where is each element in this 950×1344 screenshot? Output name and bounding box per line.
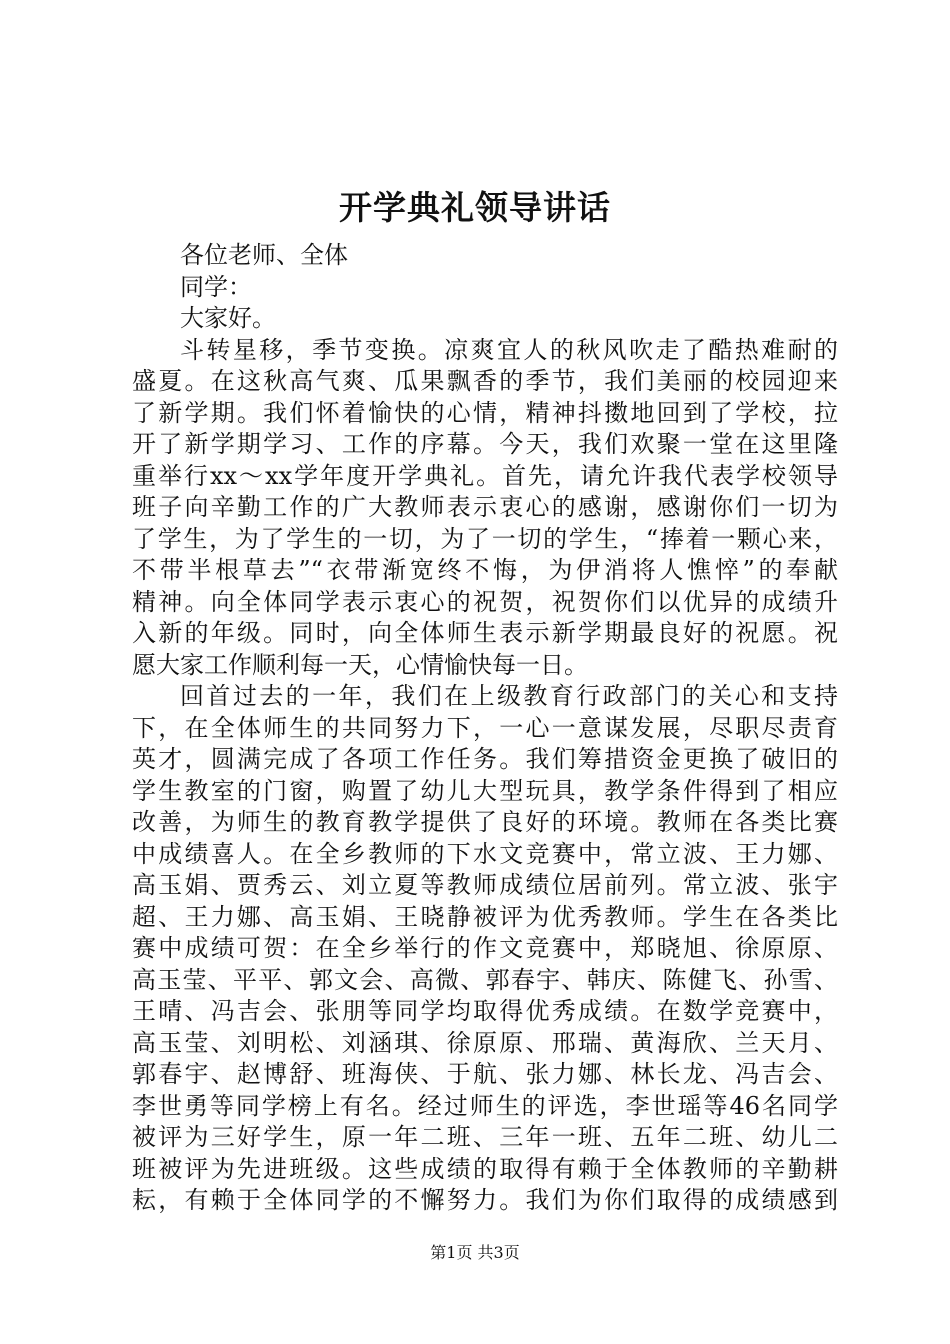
paragraph-line: 改善，为师生的教育教学提供了良好的环境。教师在各类比赛 <box>132 808 838 836</box>
paragraph-line: 了学生，为了学生的一切，为了一切的学生，“捧着一颗心来， <box>132 524 838 553</box>
paragraph-line: 高玉娟、贾秀云、刘立夏等教师成绩位居前列。常立波、张宇 <box>132 871 838 899</box>
paragraph-line: 入新的年级。同时，向全体师生表示新学期最良好的祝愿。祝 <box>132 619 838 647</box>
paragraph-line: 愿大家工作顺利每一天，心情愉快每一日。 <box>132 650 588 679</box>
paragraph-line: 中成绩喜人。在全乡教师的下水文竞赛中，常立波、王力娜、 <box>132 839 838 868</box>
salutation-line: 同学： <box>180 272 252 301</box>
paragraph-line: 被评为三好学生，原一年二班、三年一班、五年二班、幼儿二 <box>132 1123 838 1151</box>
page-number-footer: 第1页 共3页 <box>430 1243 520 1262</box>
paragraph-line: 了新学期。我们怀着愉快的心情，精神抖擞地回到了学校，拉 <box>132 398 838 427</box>
paragraph-line: 学生教室的门窗，购置了幼儿大型玩具，教学条件得到了相应 <box>132 776 838 805</box>
paragraph-line: 下，在全体师生的共同努力下，一心一意谋发展，尽职尽责育 <box>132 713 838 742</box>
paragraph-line: 斗转星移，季节变换。凉爽宜人的秋风吹走了酷热难耐的 <box>180 335 838 364</box>
document-title: 开学典礼领导讲话 <box>339 188 611 227</box>
paragraph-line: 王晴、冯吉会、张朋等同学均取得优秀成绩。在数学竞赛中， <box>132 997 838 1025</box>
paragraph-line: 高玉莹、平平、郭文会、高微、郭春宇、韩庆、陈健飞、孙雪、 <box>132 965 838 994</box>
paragraph-line: 高玉莹、刘明松、刘涵琪、徐原原、邢瑞、黄海欣、兰天月、 <box>132 1028 838 1057</box>
paragraph-line: 回首过去的一年，我们在上级教育行政部门的关心和支持 <box>180 682 838 710</box>
paragraph-line: 盛夏。在这秋高气爽、瓜果飘香的季节，我们美丽的校园迎来 <box>132 367 838 395</box>
paragraph-line: 班被评为先进班级。这些成绩的取得有赖于全体教师的辛勤耕 <box>132 1154 838 1183</box>
paragraph-line: 耘，有赖于全体同学的不懈努力。我们为你们取得的成绩感到 <box>132 1186 838 1214</box>
paragraph-line: 精神。向全体同学表示衷心的祝贺，祝贺你们以优异的成绩升 <box>132 587 838 616</box>
paragraph-line: 开了新学期学习、工作的序幕。今天，我们欢聚一堂在这里隆 <box>132 430 838 458</box>
document-body <box>132 240 838 1217</box>
paragraph-line: 超、王力娜、高玉娟、王晓静被评为优秀教师。学生在各类比 <box>132 902 838 931</box>
paragraph-line: 英才，圆满完成了各项工作任务。我们筹措资金更换了破旧的 <box>132 745 838 773</box>
paragraph-line: 郭春宇、赵博舒、班海侠、于航、张力娜、林长龙、冯吉会、 <box>132 1060 838 1088</box>
salutation-line: 各位老师、全体 <box>180 241 348 269</box>
paragraph-line: 不带半根草去”“衣带渐宽终不悔，为伊消将人憔悴”的奉献 <box>132 556 838 584</box>
paragraph-line: 李世勇等同学榜上有名。经过师生的评选，李世瑶等46名同学 <box>132 1091 838 1120</box>
paragraph-line: 重举行xx～xx学年度开学典礼。首先，请允许我代表学校领导 <box>132 461 838 490</box>
paragraph-line: 赛中成绩可贺：在全乡举行的作文竞赛中，郑晓旭、徐原原、 <box>132 934 838 962</box>
greeting-line: 大家好。 <box>180 304 276 332</box>
paragraph-line: 班子向辛勤工作的广大教师表示衷心的感谢，感谢你们一切为 <box>132 493 838 521</box>
